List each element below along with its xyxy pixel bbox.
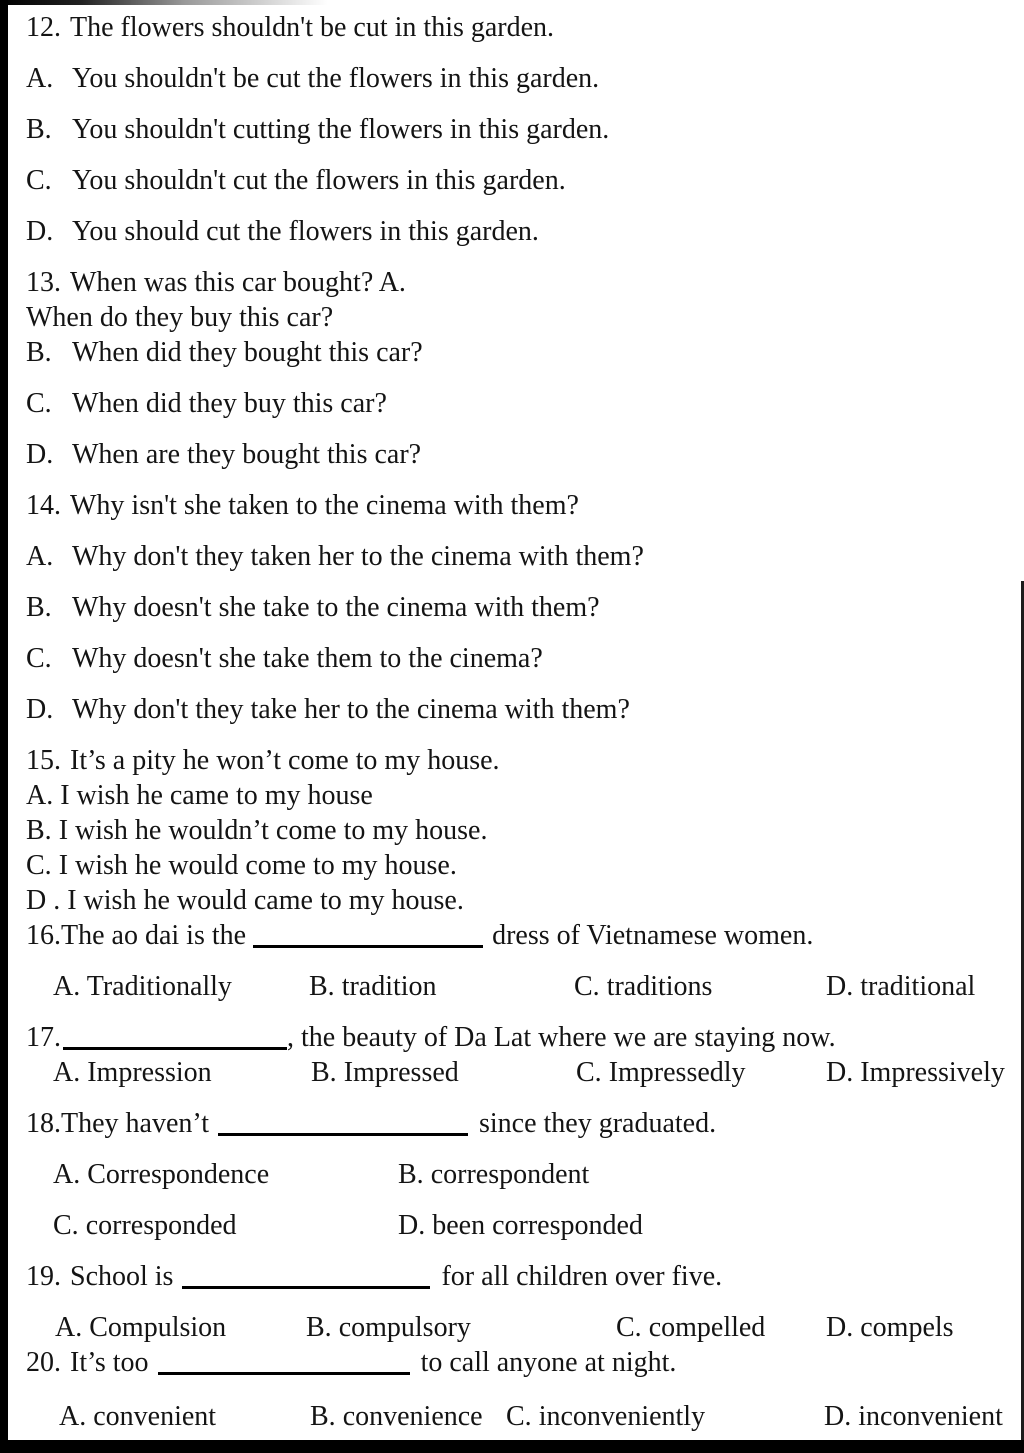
options-row (26, 1313, 1016, 1343)
option-text: compels (860, 1312, 954, 1343)
option-label: C. (53, 1210, 79, 1241)
answer-option (26, 886, 1016, 916)
options-row (26, 1160, 1016, 1190)
answer-option (26, 166, 1016, 196)
option-text: convenient (93, 1401, 217, 1432)
question-stem-text: They haven’t (61, 1108, 209, 1139)
option-label: A. (55, 1312, 83, 1343)
option-text: When did they buy this car? (72, 388, 387, 419)
option-text: compelled (648, 1312, 766, 1343)
option-label: C. (576, 1057, 602, 1088)
option-label: B. (306, 1312, 332, 1343)
option-text: traditions (606, 971, 713, 1002)
answer-option (26, 593, 1016, 623)
scan-edge-bottom (0, 1440, 1024, 1453)
option-label: C. (26, 643, 52, 674)
answer-blank (63, 1029, 287, 1050)
option-text: Why don't they take her to the cinema with them? (72, 694, 630, 725)
question-number: 12. (26, 12, 61, 43)
option-label: B. (311, 1057, 337, 1088)
option-label: C. (26, 165, 52, 196)
question-stem (26, 1023, 1016, 1053)
question-number: 15. (26, 745, 61, 776)
answer-option (26, 389, 1016, 419)
option-label: A. (53, 1159, 81, 1190)
question-stem (26, 268, 1016, 298)
question-stem-text: It’s a pity he won’t come to my house. (70, 745, 500, 776)
question-number: 17. (26, 1022, 61, 1053)
option-text: Impressively (860, 1057, 1005, 1088)
question-stem-text: When was this car bought? A. (70, 267, 406, 298)
answer-option (826, 1058, 1005, 1088)
answer-option (53, 1160, 269, 1190)
question-stem-text: It’s too (70, 1347, 149, 1378)
option-text: tradition (341, 971, 437, 1002)
option-label: B. (398, 1159, 424, 1190)
answer-option (310, 1402, 483, 1432)
option-label: B. (26, 592, 52, 623)
option-label: D. (26, 694, 54, 725)
answer-option (26, 338, 1016, 368)
answer-option (306, 1313, 471, 1343)
scan-edge-top (0, 0, 1024, 5)
option-text: correspondent (430, 1159, 590, 1190)
option-text: You shouldn't be cut the flowers in this garden. (72, 63, 600, 94)
answer-blank (218, 1115, 468, 1136)
options-row (26, 972, 1016, 1002)
answer-option (574, 972, 712, 1002)
option-label: D. (826, 1312, 854, 1343)
question-stem-text: since they graduated. (478, 1108, 717, 1139)
option-text: I wish he came to my house (60, 780, 373, 811)
option-text: I wish he wouldn’t come to my house. (58, 815, 488, 846)
answer-option (26, 64, 1016, 94)
question-stem (26, 746, 1016, 776)
answer-option (616, 1313, 765, 1343)
question-stem-text: to call anyone at night. (420, 1347, 677, 1378)
answer-blank (158, 1354, 410, 1375)
answer-option (26, 115, 1016, 145)
answer-option (55, 1313, 226, 1343)
option-text: Impressed (343, 1057, 459, 1088)
option-text: I wish he would came to my house. (67, 885, 464, 916)
question-stem (26, 13, 1016, 43)
option-label: B. (310, 1401, 336, 1432)
answer-option (26, 644, 1016, 674)
option-label: A. (53, 1057, 81, 1088)
option-label: D. (824, 1401, 852, 1432)
option-text: When are they bought this car? (72, 439, 422, 470)
answer-option (59, 1402, 216, 1432)
answer-blank (182, 1268, 430, 1289)
question-stem-text: , the beauty of Da Lat where we are staying now. (287, 1022, 836, 1053)
option-label: B. (26, 815, 52, 846)
option-text: Compulsion (89, 1312, 227, 1343)
answer-option (26, 217, 1016, 247)
question-stem-text: dress of Vietnamese women. (492, 920, 814, 951)
question-stem-text: The flowers shouldn't be cut in this garden. (70, 12, 555, 43)
option-label: A. (26, 63, 54, 94)
option-label: A. (26, 780, 54, 811)
answer-option (576, 1058, 746, 1088)
scan-edge-left (0, 0, 8, 1453)
answer-option (506, 1402, 705, 1432)
option-label: A. (59, 1401, 87, 1432)
question-number: 18. (26, 1108, 61, 1139)
question-number: 20. (26, 1347, 61, 1378)
options-row (26, 1058, 1016, 1088)
option-text: convenience (342, 1401, 483, 1432)
option-label: C. (26, 850, 52, 881)
option-label: D. (398, 1210, 426, 1241)
question-stem-text: School is (70, 1261, 174, 1292)
option-text: compulsory (338, 1312, 471, 1343)
answer-blank (253, 927, 483, 948)
question-stem (26, 491, 1016, 521)
option-text: Why doesn't she take to the cinema with them? (72, 592, 600, 623)
question-stem-continuation: When do they buy this car? (26, 302, 334, 333)
answer-option (26, 781, 1016, 811)
option-text: Traditionally (86, 971, 232, 1002)
answer-option (53, 1058, 212, 1088)
option-label: B. (309, 971, 335, 1002)
option-label: D. (826, 971, 854, 1002)
option-text: You should cut the flowers in this garden. (72, 216, 539, 247)
answer-option (309, 972, 437, 1002)
option-label: D. (826, 1057, 854, 1088)
question-number: 13. (26, 267, 61, 298)
answer-option (26, 851, 1016, 881)
option-text: When did they bought this car? (72, 337, 423, 368)
option-text: Impression (87, 1057, 212, 1088)
option-label: C. (506, 1401, 532, 1432)
answer-option (824, 1402, 1003, 1432)
answer-option (311, 1058, 459, 1088)
question-stem (26, 1109, 1016, 1139)
question-stem-text: The ao dai is the (61, 920, 247, 951)
option-label: A. (26, 541, 54, 572)
answer-option (53, 972, 232, 1002)
answer-option (826, 1313, 954, 1343)
option-text: inconvenient (858, 1401, 1003, 1432)
option-text: traditional (860, 971, 976, 1002)
answer-option (26, 440, 1016, 470)
option-label: D . (26, 885, 61, 916)
option-text: inconveniently (538, 1401, 706, 1432)
answer-option (26, 695, 1016, 725)
option-text: Impressedly (608, 1057, 746, 1088)
option-text: been corresponded (432, 1210, 643, 1241)
answer-option (26, 816, 1016, 846)
answer-option (398, 1211, 643, 1241)
option-text: I wish he would come to my house. (58, 850, 457, 881)
answer-option (826, 972, 975, 1002)
question-number: 14. (26, 490, 61, 521)
option-label: D. (26, 439, 54, 470)
option-text: Why don't they taken her to the cinema with them? (72, 541, 644, 572)
option-label: C. (574, 971, 600, 1002)
answer-option (53, 1211, 237, 1241)
question-stem (26, 1348, 1016, 1378)
options-row (26, 1211, 1016, 1241)
question-stem-text: Why isn't she taken to the cinema with them? (70, 490, 579, 521)
option-text: corresponded (85, 1210, 237, 1241)
option-text: Why doesn't she take them to the cinema? (72, 643, 543, 674)
question-stem-text: for all children over five. (441, 1261, 723, 1292)
question-number: 16. (26, 920, 61, 951)
option-text: Correspondence (87, 1159, 270, 1190)
option-label: B. (26, 337, 52, 368)
option-label: C. (26, 388, 52, 419)
option-text: You shouldn't cut the flowers in this garden. (72, 165, 566, 196)
option-label: C. (616, 1312, 642, 1343)
option-text: You shouldn't cutting the flowers in this garden. (72, 114, 610, 145)
option-label: A. (53, 971, 81, 1002)
answer-option (26, 542, 1016, 572)
question-stem (26, 1262, 1016, 1292)
option-label: D. (26, 216, 54, 247)
answer-option (398, 1160, 589, 1190)
option-label: B. (26, 114, 52, 145)
options-row (26, 1402, 1016, 1432)
question-number: 19. (26, 1261, 61, 1292)
question-stem (26, 921, 1016, 951)
